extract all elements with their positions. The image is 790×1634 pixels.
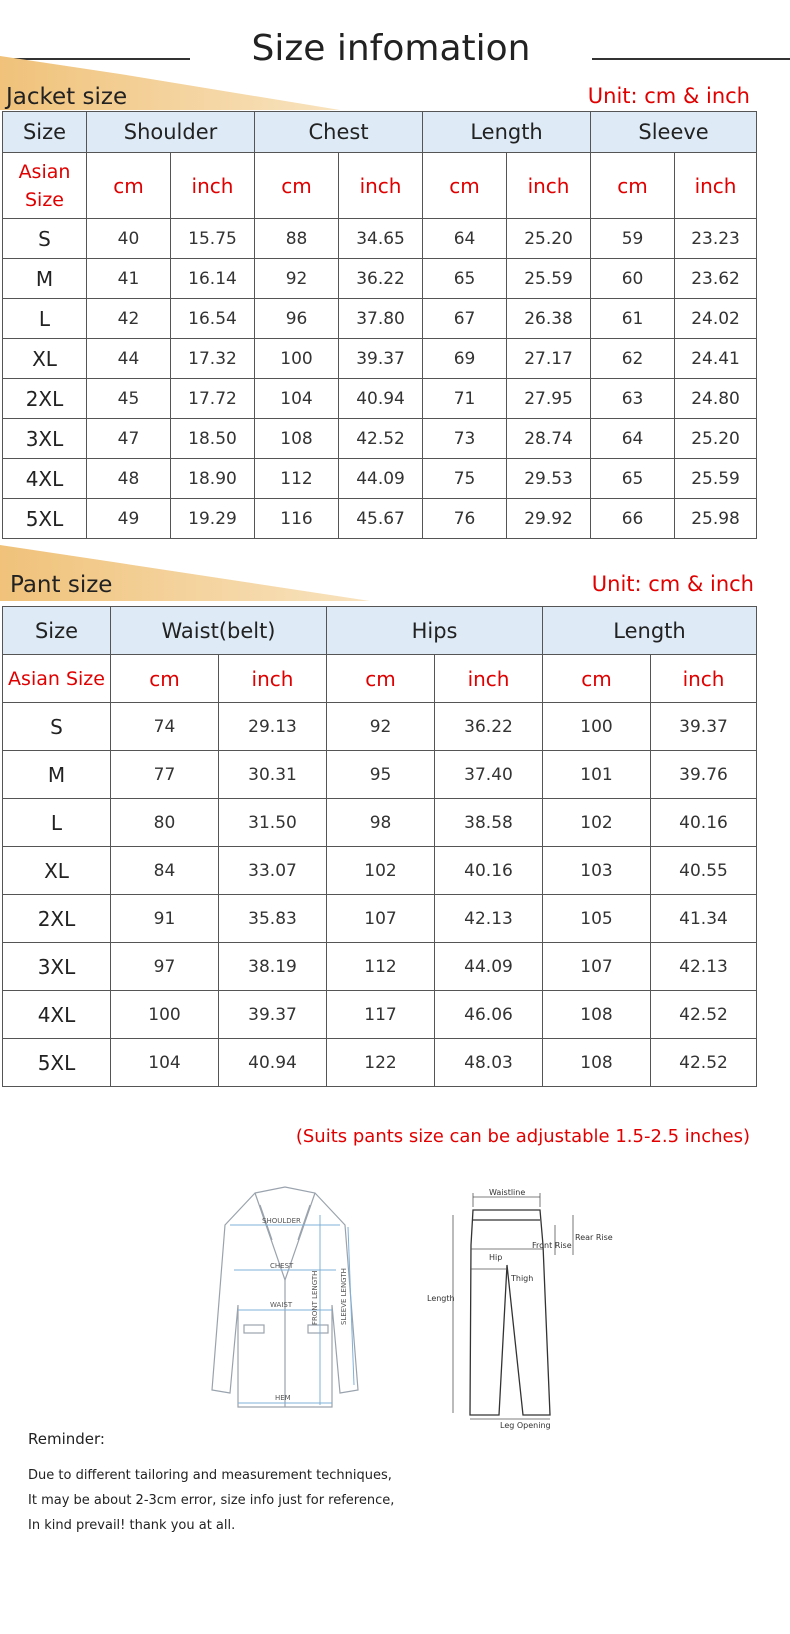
value-cell: 23.23 (675, 219, 757, 259)
value-cell: 29.92 (507, 499, 591, 539)
jacket-subheader-inch: inch (675, 153, 757, 219)
table-row (3, 799, 757, 847)
value-cell: 27.17 (507, 339, 591, 379)
table-row (3, 1039, 757, 1087)
value-cell: 17.32 (171, 339, 255, 379)
jacket-subheader-inch: inch (171, 153, 255, 219)
jacket-size-table (2, 111, 757, 539)
value-cell: 66 (591, 499, 675, 539)
value-cell: 63 (591, 379, 675, 419)
value-cell: 27.95 (507, 379, 591, 419)
value-cell: 102 (327, 847, 435, 895)
value-cell: 92 (255, 259, 339, 299)
reminder-title: Reminder: (28, 1430, 105, 1448)
value-cell: 100 (111, 991, 219, 1039)
page-title: Size infomation (251, 28, 531, 69)
value-cell: 40.55 (651, 847, 757, 895)
pant-diagram (425, 1185, 615, 1430)
size-cell: L (3, 799, 111, 847)
value-cell: 35.83 (219, 895, 327, 943)
pant-label-length: Length (427, 1294, 455, 1303)
value-cell: 108 (543, 1039, 651, 1087)
pant-unit-label: Unit: cm & inch (591, 572, 754, 596)
value-cell: 42.13 (435, 895, 543, 943)
value-cell: 112 (255, 459, 339, 499)
value-cell: 42.52 (651, 991, 757, 1039)
value-cell: 38.58 (435, 799, 543, 847)
value-cell: 30.31 (219, 751, 327, 799)
jacket-diagram (200, 1185, 370, 1415)
pant-label-rear-rise: Rear Rise (575, 1233, 613, 1242)
value-cell: 98 (327, 799, 435, 847)
value-cell: 65 (591, 459, 675, 499)
value-cell: 73 (423, 419, 507, 459)
pant-subheader-cm: cm (327, 655, 435, 703)
value-cell: 38.19 (219, 943, 327, 991)
reminder-line-1: Due to different tailoring and measurement techniques, (28, 1468, 392, 1483)
value-cell: 48 (87, 459, 171, 499)
reminder-line-3: In kind prevail! thank you at all. (28, 1518, 236, 1533)
sleeve-length-measure-line (348, 1227, 354, 1385)
value-cell: 60 (591, 259, 675, 299)
value-cell: 88 (255, 219, 339, 259)
value-cell: 71 (423, 379, 507, 419)
value-cell: 48.03 (435, 1039, 543, 1087)
value-cell: 44 (87, 339, 171, 379)
size-cell: 4XL (3, 459, 87, 499)
table-row (3, 459, 757, 499)
value-cell: 101 (543, 751, 651, 799)
size-cell: 5XL (3, 1039, 111, 1087)
size-cell: 2XL (3, 895, 111, 943)
size-cell: S (3, 703, 111, 751)
pant-subheader-cm: cm (111, 655, 219, 703)
value-cell: 24.41 (675, 339, 757, 379)
value-cell: 33.07 (219, 847, 327, 895)
table-row (3, 339, 757, 379)
value-cell: 34.65 (339, 219, 423, 259)
value-cell: 31.50 (219, 799, 327, 847)
jacket-header-length: Length (423, 112, 591, 153)
jacket-subheader-inch: inch (339, 153, 423, 219)
value-cell: 19.29 (171, 499, 255, 539)
table-row (3, 703, 757, 751)
value-cell: 44.09 (339, 459, 423, 499)
jacket-label-sleeve-length: SLEEVE LENGTH (340, 1268, 348, 1325)
pant-subheader-inch: inch (651, 655, 757, 703)
jacket-subheader-cm: cm (255, 153, 339, 219)
reminder-line-2: It may be about 2-3cm error, size info just for reference, (28, 1493, 395, 1508)
table-row (3, 895, 757, 943)
value-cell: 67 (423, 299, 507, 339)
value-cell: 117 (327, 991, 435, 1039)
value-cell: 62 (591, 339, 675, 379)
value-cell: 91 (111, 895, 219, 943)
table-row (3, 259, 757, 299)
value-cell: 26.38 (507, 299, 591, 339)
jacket-table-body (3, 219, 757, 539)
value-cell: 77 (111, 751, 219, 799)
value-cell: 18.90 (171, 459, 255, 499)
size-cell: M (3, 751, 111, 799)
pant-size-table (2, 606, 757, 1087)
value-cell: 104 (111, 1039, 219, 1087)
value-cell: 112 (327, 943, 435, 991)
value-cell: 103 (543, 847, 651, 895)
jacket-pocket-left (244, 1325, 264, 1333)
size-cell: 4XL (3, 991, 111, 1039)
value-cell: 16.14 (171, 259, 255, 299)
jacket-header-size: Size (3, 112, 87, 153)
pant-section-label: Pant size (10, 572, 113, 598)
value-cell: 24.80 (675, 379, 757, 419)
value-cell: 23.62 (675, 259, 757, 299)
value-cell: 36.22 (435, 703, 543, 751)
jacket-header-shoulder: Shoulder (87, 112, 255, 153)
pant-label-waistline: Waistline (489, 1188, 526, 1197)
table-row (3, 379, 757, 419)
value-cell: 80 (111, 799, 219, 847)
value-cell: 25.20 (507, 219, 591, 259)
value-cell: 105 (543, 895, 651, 943)
size-cell: M (3, 259, 87, 299)
value-cell: 45 (87, 379, 171, 419)
value-cell: 96 (255, 299, 339, 339)
value-cell: 36.22 (339, 259, 423, 299)
jacket-label-chest: CHEST (270, 1262, 294, 1270)
jacket-subheader-row (3, 153, 757, 219)
value-cell: 107 (327, 895, 435, 943)
value-cell: 42.13 (651, 943, 757, 991)
size-cell: 3XL (3, 419, 87, 459)
value-cell: 108 (543, 991, 651, 1039)
value-cell: 64 (423, 219, 507, 259)
value-cell: 65 (423, 259, 507, 299)
value-cell: 47 (87, 419, 171, 459)
value-cell: 40.16 (435, 847, 543, 895)
size-cell: XL (3, 847, 111, 895)
value-cell: 107 (543, 943, 651, 991)
jacket-header-chest: Chest (255, 112, 423, 153)
size-cell: 2XL (3, 379, 87, 419)
pant-label-leg-opening: Leg Opening (500, 1421, 551, 1430)
value-cell: 40.16 (651, 799, 757, 847)
value-cell: 95 (327, 751, 435, 799)
value-cell: 41 (87, 259, 171, 299)
size-cell: 3XL (3, 943, 111, 991)
value-cell: 100 (543, 703, 651, 751)
value-cell: 74 (111, 703, 219, 751)
jacket-label-front-length: FRONT LENGTH (311, 1270, 319, 1325)
value-cell: 122 (327, 1039, 435, 1087)
jacket-subheader-asian-size: Asian Size (3, 153, 87, 219)
value-cell: 84 (111, 847, 219, 895)
table-row (3, 751, 757, 799)
value-cell: 29.13 (219, 703, 327, 751)
value-cell: 44.09 (435, 943, 543, 991)
value-cell: 75 (423, 459, 507, 499)
table-row (3, 991, 757, 1039)
value-cell: 17.72 (171, 379, 255, 419)
jacket-header-row (3, 112, 757, 153)
pants-adjustable-note: (Suits pants size can be adjustable 1.5-2.5 inches) (295, 1126, 750, 1147)
value-cell: 92 (327, 703, 435, 751)
value-cell: 64 (591, 419, 675, 459)
value-cell: 100 (255, 339, 339, 379)
value-cell: 39.37 (339, 339, 423, 379)
jacket-header-sleeve: Sleeve (591, 112, 757, 153)
value-cell: 39.37 (651, 703, 757, 751)
value-cell: 24.02 (675, 299, 757, 339)
value-cell: 49 (87, 499, 171, 539)
value-cell: 59 (591, 219, 675, 259)
value-cell: 102 (543, 799, 651, 847)
jacket-subheader-cm: cm (423, 153, 507, 219)
value-cell: 61 (591, 299, 675, 339)
value-cell: 39.76 (651, 751, 757, 799)
value-cell: 28.74 (507, 419, 591, 459)
jacket-section-label: Jacket size (6, 84, 128, 110)
value-cell: 40.94 (219, 1039, 327, 1087)
pant-header-length: Length (543, 607, 757, 655)
value-cell: 42 (87, 299, 171, 339)
value-cell: 40 (87, 219, 171, 259)
table-row (3, 299, 757, 339)
value-cell: 42.52 (651, 1039, 757, 1087)
value-cell: 37.80 (339, 299, 423, 339)
value-cell: 25.20 (675, 419, 757, 459)
jacket-label-hem: HEM (275, 1394, 291, 1402)
value-cell: 25.59 (675, 459, 757, 499)
value-cell: 97 (111, 943, 219, 991)
value-cell: 116 (255, 499, 339, 539)
value-cell: 46.06 (435, 991, 543, 1039)
table-row (3, 219, 757, 259)
value-cell: 25.98 (675, 499, 757, 539)
value-cell: 45.67 (339, 499, 423, 539)
value-cell: 104 (255, 379, 339, 419)
value-cell: 16.54 (171, 299, 255, 339)
pant-header-waist: Waist(belt) (111, 607, 327, 655)
jacket-subheader-cm: cm (87, 153, 171, 219)
value-cell: 69 (423, 339, 507, 379)
pant-header-hips: Hips (327, 607, 543, 655)
value-cell: 29.53 (507, 459, 591, 499)
pant-subheader-asian-size: Asian Size (3, 655, 111, 703)
size-cell: S (3, 219, 87, 259)
pant-header-size: Size (3, 607, 111, 655)
pant-header-row (3, 607, 757, 655)
value-cell: 42.52 (339, 419, 423, 459)
value-cell: 18.50 (171, 419, 255, 459)
value-cell: 37.40 (435, 751, 543, 799)
size-cell: L (3, 299, 87, 339)
pant-label-front-rise: Front Rise (532, 1241, 572, 1250)
size-cell: 5XL (3, 499, 87, 539)
jacket-subheader-inch: inch (507, 153, 591, 219)
value-cell: 39.37 (219, 991, 327, 1039)
value-cell: 108 (255, 419, 339, 459)
pant-label-thigh: Thigh (511, 1274, 534, 1283)
value-cell: 40.94 (339, 379, 423, 419)
table-row (3, 419, 757, 459)
pant-subheader-cm: cm (543, 655, 651, 703)
table-row (3, 847, 757, 895)
table-row (3, 499, 757, 539)
jacket-subheader-cm: cm (591, 153, 675, 219)
value-cell: 25.59 (507, 259, 591, 299)
jacket-label-shoulder: SHOULDER (262, 1217, 301, 1225)
value-cell: 41.34 (651, 895, 757, 943)
pant-label-hip: Hip (489, 1253, 503, 1262)
value-cell: 76 (423, 499, 507, 539)
pant-table-body (3, 703, 757, 1087)
jacket-label-waist: WAIST (270, 1301, 293, 1309)
pant-subheader-row (3, 655, 757, 703)
jacket-pocket-right (308, 1325, 328, 1333)
table-row (3, 943, 757, 991)
pant-subheader-inch: inch (435, 655, 543, 703)
jacket-unit-label: Unit: cm & inch (587, 84, 750, 108)
value-cell: 15.75 (171, 219, 255, 259)
size-cell: XL (3, 339, 87, 379)
pant-subheader-inch: inch (219, 655, 327, 703)
